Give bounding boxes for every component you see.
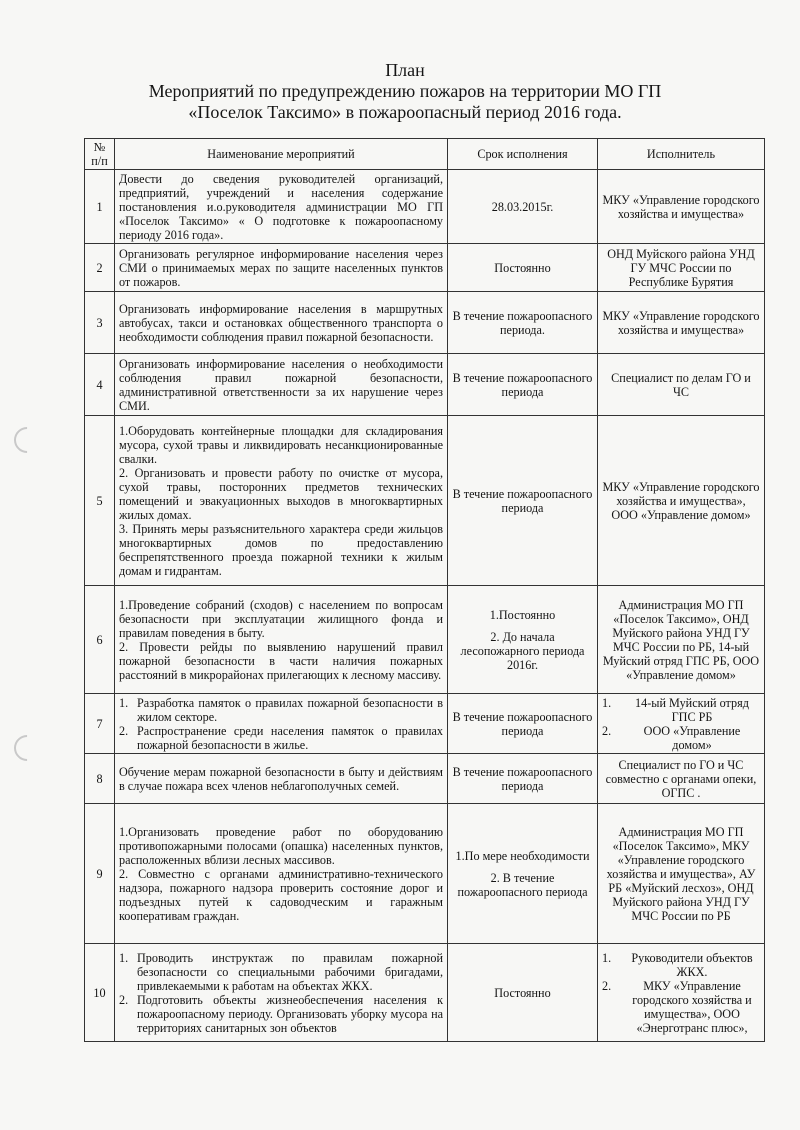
title-line-2: Мероприятий по предупреждению пожаров на территории МО ГП [148,81,662,101]
deadline-cell [448,804,598,944]
deadline-text: 2. До начала лесопожарного периода 2016г. [460,629,585,672]
title-line-3: «Поселок Таксимо» в пожароопасный период 2016 года. [188,102,622,122]
table-row [85,244,765,292]
action-text: Обучение мерам пожарной безопасности в быту и действиям в случае пожара всех членов неблагополучных семей. [119,764,443,793]
row-number: 7 [85,694,115,754]
binder-hole [9,730,46,767]
row-number: 3 [85,292,115,354]
item-text: МКУ «Управление городского хозяйства и имущества», ООО «Энерготранс плюс», [632,978,752,1035]
item-number: 2. [602,978,612,993]
deadline-cell [448,586,598,694]
deadline-cell [448,944,598,1042]
executor-text: Администрация МО ГП «Поселок Таксимо», ОНД Муйского района УНД ГУ МЧС России по РБ, 14-ый Муйский отряд ГПС РБ, ООО «Управление домом» [602,597,760,682]
table-row [85,694,765,754]
deadline-text: В течение пожароопасного периода [452,370,593,399]
item-number: 2. [119,992,129,1007]
action-list-item [119,951,443,993]
deadline-cell [448,244,598,292]
table-header-row [85,139,765,170]
executor-cell [598,754,765,804]
executor-cell [598,804,765,944]
item-text: Разработка памяток о правилах пожарной безопасности в жилом секторе. [137,695,443,724]
action-cell [115,754,448,804]
executor-text: ОНД Муйского района УНД ГУ МЧС России по Республике Бурятия [607,246,755,289]
table-row [85,416,765,586]
action-cell [115,354,448,416]
action-text: 2. Организовать и провести работу по очистке от мусора, сухой травы, посторонних предметов технических помещений и эвакуационных выходов в многоквартирных жилых домах. [119,465,443,522]
item-number: 1. [119,950,129,965]
header-executor: Исполнитель [598,139,765,170]
executor-text: МКУ «Управление городского хозяйства и имущества» [602,192,760,221]
action-text: 1.Оборудовать контейнерные площадки для складирования мусора, сухой травы и ликвидировать несанкционированные свалки. [119,423,443,466]
executor-list-item [602,696,760,724]
action-cell [115,804,448,944]
row-number: 2 [85,244,115,292]
deadline-text: В течение пожароопасного периода [452,709,593,738]
deadline-cell [448,694,598,754]
item-number: 2. [602,723,612,738]
executor-cell [598,694,765,754]
executor-text: ООО «Управление домом» [611,507,751,522]
row-number: 5 [85,416,115,586]
action-text: Организовать информирование населения о необходимости соблюдения правил пожарной безопасности, административной ответственности за их нарушение через СМИ. [119,356,443,413]
action-text: 3. Принять меры разъяснительного характера среди жильцов многоквартирных домов по предоставлению беспрепятственного проезда пожарной техники к жилым домам и гидрантам. [119,521,443,578]
action-text: 2. Провести рейды по выявлению нарушений правил пожарной безопасности в части наличия пожарных расстояний в микрорайонах прилегающих к лесному массиву. [119,639,443,682]
executor-cell [598,292,765,354]
action-text: Организовать информирование населения в маршрутных автобусах, такси и остановках общественного транспорта о необходимости соблюдения правил пожарной безопасности. [119,301,443,344]
executor-text: Администрация МО ГП «Поселок Таксимо», МКУ «Управление городского хозяйства и имущества», АУ РБ «Муйский лесхоз», ОНД Муйского района УНД ГУ МЧС России по РБ [606,824,756,923]
action-cell [115,416,448,586]
table-row [85,170,765,244]
executor-cell [598,416,765,586]
action-cell [115,292,448,354]
binder-hole [9,422,46,459]
executor-cell [598,170,765,244]
action-text: 2. Совместно с органами административно-технического надзора, пожарного надзора проверить состояние дорог и подъездных путей к садоводческим и гаражным кооперативам граждан. [119,866,443,923]
deadline-cell [448,354,598,416]
action-cell [115,170,448,244]
item-text: Проводить инструктаж по правилам пожарной безопасности со специальными рабочими бригадами, привлекаемыми к работам на объектах ЖКХ. [137,950,443,993]
executor-list-item [602,724,760,752]
deadline-cell [448,292,598,354]
table-row [85,586,765,694]
executor-cell [598,944,765,1042]
row-number: 9 [85,804,115,944]
deadline-cell [448,170,598,244]
deadline-text: 1.По мере необходимости [455,848,590,863]
action-text: 1.Организовать проведение работ по оборудованию противопожарными полосами (опашка) населенных пунктов, расположенных вблизи лесных массивов. [119,824,443,867]
header-deadline: Срок исполнения [448,139,598,170]
row-number: 4 [85,354,115,416]
executor-text: МКУ «Управление городского хозяйства и имущества» [602,308,760,337]
table-row [85,804,765,944]
item-text: Подготовить объекты жизнеобеспечения населения к пожароопасному периоду. Организовать уборку мусора на территориях санитарных зон объектов [137,992,443,1035]
row-number: 10 [85,944,115,1042]
deadline-text: В течение пожароопасного периода [452,764,593,793]
item-number: 2. [119,723,129,738]
executor-cell [598,586,765,694]
action-cell [115,694,448,754]
executor-text: МКУ «Управление городского хозяйства и имущества», [602,479,760,508]
deadline-text: В течение пожароопасного периода. [452,308,593,337]
executor-cell [598,244,765,292]
item-text: ООО «Управление домом» [643,723,741,752]
action-text: Довести до сведения руководителей организаций, предприятий, учреждений и населения содержание постановления и.о.руководителя администрации МО ГП «Поселок Таксимо» « О подготовке к пожароопасному периоду 2016 года». [119,171,443,242]
deadline-text: 28.03.2015г. [491,199,554,214]
row-number: 8 [85,754,115,804]
action-list-item [119,724,443,752]
item-number: 1. [602,950,612,965]
header-num: № п/п [85,139,115,170]
executor-cell [598,354,765,416]
deadline-cell [448,754,598,804]
item-number: 1. [119,695,129,710]
executor-list-item [602,979,760,1035]
deadline-text: Постоянно [494,985,551,1000]
table-row [85,754,765,804]
document-title [60,60,750,123]
item-text: 14-ый Муйский отряд ГПС РБ [635,695,749,724]
action-cell [115,586,448,694]
item-text: Распространение среди населения памяток о правилах пожарной безопасности в жилье. [137,723,443,752]
executor-text: Специалист по ГО и ЧС совместно с органами опеки, ОГПС . [605,757,757,800]
table-row [85,292,765,354]
deadline-cell [448,416,598,586]
table-row [85,944,765,1042]
deadline-text: В течение пожароопасного периода [452,486,593,515]
row-number: 6 [85,586,115,694]
item-text: Руководители объектов ЖКХ. [631,950,753,979]
table-row [85,354,765,416]
row-number: 1 [85,170,115,244]
deadline-text: 2. В течение пожароопасного периода [457,870,588,899]
plan-table [84,138,765,1042]
executor-text: Специалист по делам ГО и ЧС [611,370,751,399]
executor-list-item [602,951,760,979]
header-name: Наименование мероприятий [115,139,448,170]
action-list-item [119,696,443,724]
deadline-text: Постоянно [494,260,551,275]
title-line-1: План [385,60,425,80]
action-list-item [119,993,443,1035]
action-text: 1.Проведение собраний (сходов) с населением по вопросам безопасности при эксплуатации жилищного фонда и правилам поведения в быту. [119,597,443,640]
action-cell [115,944,448,1042]
deadline-text: 1.Постоянно [489,607,556,622]
action-text: Организовать регулярное информирование населения через СМИ о принимаемых мерах по защите населенных пунктов от пожаров. [119,246,443,289]
action-cell [115,244,448,292]
item-number: 1. [602,695,612,710]
